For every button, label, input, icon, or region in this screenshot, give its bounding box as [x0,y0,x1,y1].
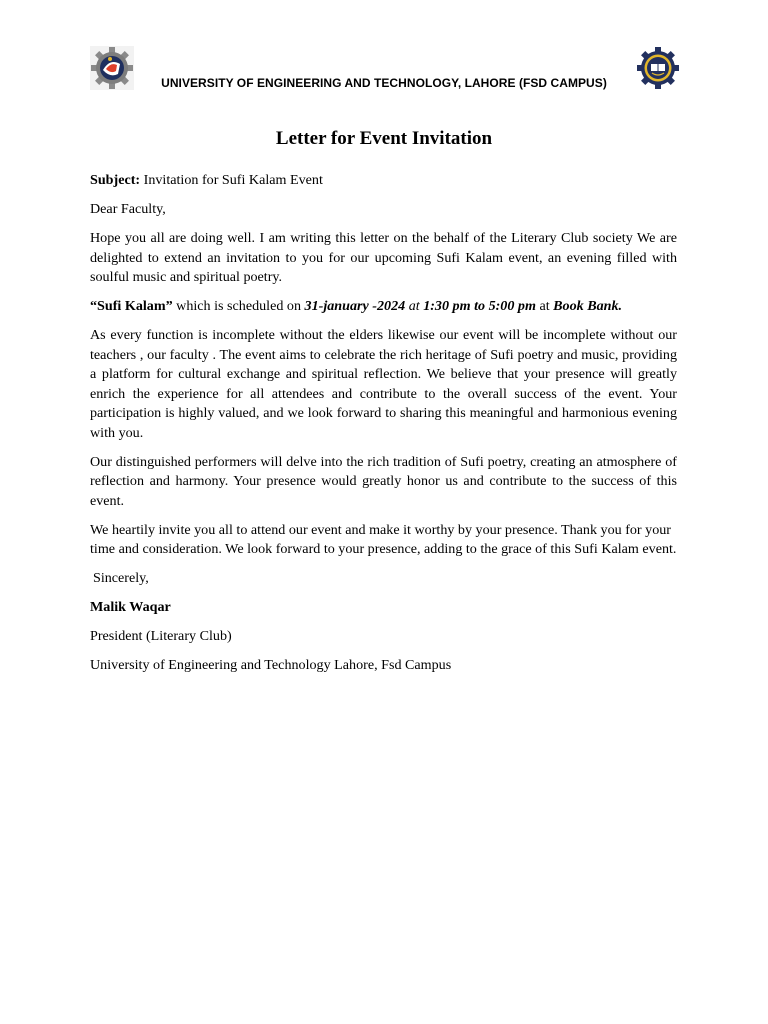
event-venue: Book Bank. [553,298,623,314]
subject-label: Subject: [90,172,141,188]
signature-position: President (Literary Club) [90,628,232,644]
schedule-text-3: at [535,298,554,314]
signature-name-text: Malik Waqar [90,599,171,615]
signature-name [90,598,677,618]
subject-text: Invitation for Sufi Kalam Event [140,172,323,188]
institution-header: UNIVERSITY OF ENGINEERING AND TECHNOLOGY, LAHORE (FSD CAMPUS) [161,76,607,90]
schedule-text-1: which is scheduled on [172,298,305,314]
closing: Sincerely, [93,570,149,586]
paragraph-intro: Hope you all are doing well. I am writing this letter on the behalf of the Literary Club society We are delighted to extend an invitation to you for our upcoming Sufi Kalam event, an evening filled with soulful music and spiritual poetry. [90,230,677,285]
event-name: “Sufi Kalam” [90,298,173,314]
letter-body [90,171,677,685]
paragraph-aims: As every function is incomplete without the elders likewise our event will be incomplete without our teachers , our faculty . The event aims to celebrate the rich heritage of Sufi poetry and music, providing a platform for cultural exchange and spiritual reflection. We believe that your presence will greatly enrich the experience for all attendees and contribute to the overall success of the event. Your participation is highly valued, and we look forward to sharing this meaningful and harmonious evening with you. [90,327,677,441]
letter-title: Letter for Event Invitation [275,128,493,149]
schedule-line [90,297,677,317]
event-date: 31-january -2024 [304,298,406,314]
event-time: 1:30 pm to 5:00 pm [423,298,536,314]
signature-institution: University of Engineering and Technology Lahore, Fsd Campus [90,657,452,673]
schedule-text-2: at [405,298,424,314]
subject-line [90,171,677,191]
paragraph-invite: We heartily invite you all to attend our event and make it worthy by your presence. Thank you for your time and consideration. We look forward to your presence, adding to the grace of this Sufi Kalam event. [90,521,677,557]
paragraph-performers: Our distinguished performers will delve into the rich tradition of Sufi poetry, creating an atmosphere of reflection and harmony. Your presence would greatly honor us and contribute to the success of this event. [90,453,677,509]
salutation: Dear Faculty, [90,201,166,217]
